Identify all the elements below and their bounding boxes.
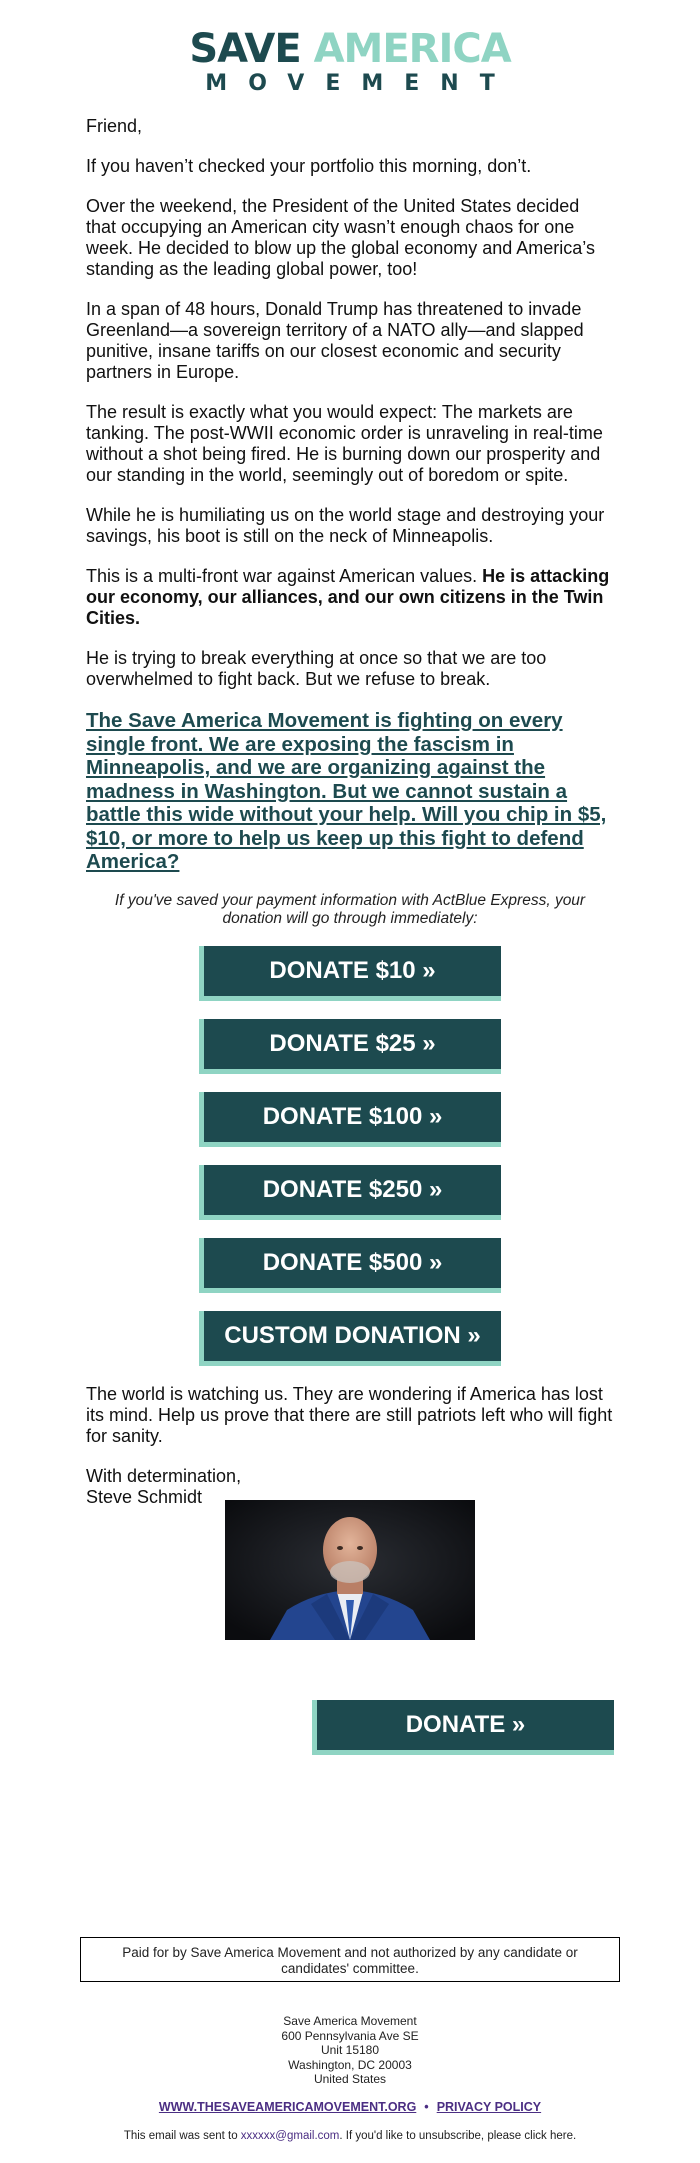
paragraph-6 — [86, 566, 614, 629]
logo-word-save: SAVE — [189, 26, 301, 72]
portrait-illustration — [225, 1500, 475, 1640]
paragraph-6-bold: He is attacking our economy, our alliances, and our own citizens in the Twin Cities. — [86, 566, 610, 628]
mailing-address — [0, 2014, 700, 2087]
donate-500-button[interactable]: DONATE $500 » — [204, 1238, 501, 1288]
unsubscribe-text[interactable]: . If you'd like to unsubscribe, please click here. — [339, 2130, 577, 2142]
logo-wordmark — [0, 28, 700, 70]
closing-paragraph: The world is watching us. They are wondering if America has lost its mind. Help us prove that there are still patriots left who will fight for sanity. — [86, 1383, 613, 1446]
donate-10-wrapper — [199, 946, 501, 1001]
final-donate-wrapper — [312, 1700, 614, 1755]
donate-10-button[interactable]: DONATE $10 » — [204, 946, 501, 996]
logo-word-america: AMERICA — [313, 26, 511, 72]
paragraph-5: While he is humiliating us on the world stage and destroying your savings, his boot is still on the neck of Minneapolis. — [86, 505, 605, 546]
donate-100-wrapper — [199, 1092, 501, 1147]
custom-donation-wrapper — [199, 1311, 501, 1366]
privacy-policy-link[interactable]: PRIVACY POLICY — [436, 2100, 542, 2114]
address-line: Save America Movement — [283, 2014, 417, 2028]
paid-for-disclaimer: Paid for by Save America Movement and not authorized by any candidate or candidates' committee. — [80, 1937, 620, 1982]
address-line: United States — [313, 2072, 387, 2086]
logo — [0, 28, 700, 96]
address-line: 600 Pennsylvania Ave SE — [281, 2028, 419, 2043]
donate-500-wrapper — [199, 1238, 501, 1293]
logo-word-movement: MOVEMENT — [205, 71, 516, 96]
website-link[interactable]: WWW.THESAVEAMERICAMOVEMENT.ORG — [158, 2100, 417, 2114]
address-line: Unit 15180 — [320, 2043, 380, 2057]
donate-25-button[interactable]: DONATE $25 » — [204, 1019, 501, 1069]
recipient-email[interactable]: xxxxxx@gmail.com — [240, 2130, 340, 2142]
signoff: With determination, — [86, 1465, 242, 1486]
signature: Steve Schmidt — [86, 1486, 203, 1507]
greeting: Friend, — [86, 116, 143, 136]
sent-prefix: This email was sent to — [123, 2130, 241, 2142]
steve-schmidt-photo — [225, 1500, 475, 1640]
donate-250-button[interactable]: DONATE $250 » — [204, 1165, 501, 1215]
donation-appeal-link[interactable]: The Save America Movement is fighting on every single front. We are exposing the fascism in Minneapolis, and we are organizing against the madness in Washington. But we cannot sustain a battle this wide without your help. Will you chip in $5, $10, or more to help us keep up this fight to defend America? — [86, 709, 607, 873]
paragraph-4: The result is exactly what you would expect: The markets are tanking. The post-WWII economic order is unraveling in real-time without a shot being fired. He is burning down our prosperity and our standing in the world, seemingly out of boredom or spite. — [86, 402, 603, 485]
paragraph-3: In a span of 48 hours, Donald Trump has threatened to invade Greenland—a sovereign territory of a NATO ally—and slapped punitive, insane tariffs on our closest economic and security partners in Europe. — [86, 299, 584, 382]
link-separator: • — [424, 2100, 429, 2114]
email-body — [86, 116, 614, 1508]
actblue-express-note: If you've saved your payment information with ActBlue Express, your donation will go through immediately: — [114, 891, 586, 927]
donate-250-wrapper — [199, 1165, 501, 1220]
donate-100-button[interactable]: DONATE $100 » — [204, 1092, 501, 1142]
address-line: Washington, DC 20003 — [288, 2057, 412, 2072]
paragraph-6-text: This is a multi-front war against American values. — [86, 566, 483, 586]
paragraph-2: Over the weekend, the President of the United States decided that occupying an American city wasn’t enough chaos for one week. He decided to blow up the global economy and America’s standing as the leading global power, too! — [86, 196, 595, 279]
donate-25-wrapper — [199, 1019, 501, 1074]
footer-links — [0, 2100, 700, 2114]
paragraph-7: He is trying to break everything at once so that we are too overwhelmed to fight back. But we refuse to break. — [86, 648, 547, 689]
custom-donation-button[interactable]: CUSTOM DONATION » — [204, 1311, 501, 1361]
final-donate-button[interactable]: DONATE » — [317, 1700, 614, 1750]
unsubscribe-notice — [0, 2130, 700, 2142]
paragraph-1: If you haven’t checked your portfolio this morning, don’t. — [86, 156, 532, 176]
